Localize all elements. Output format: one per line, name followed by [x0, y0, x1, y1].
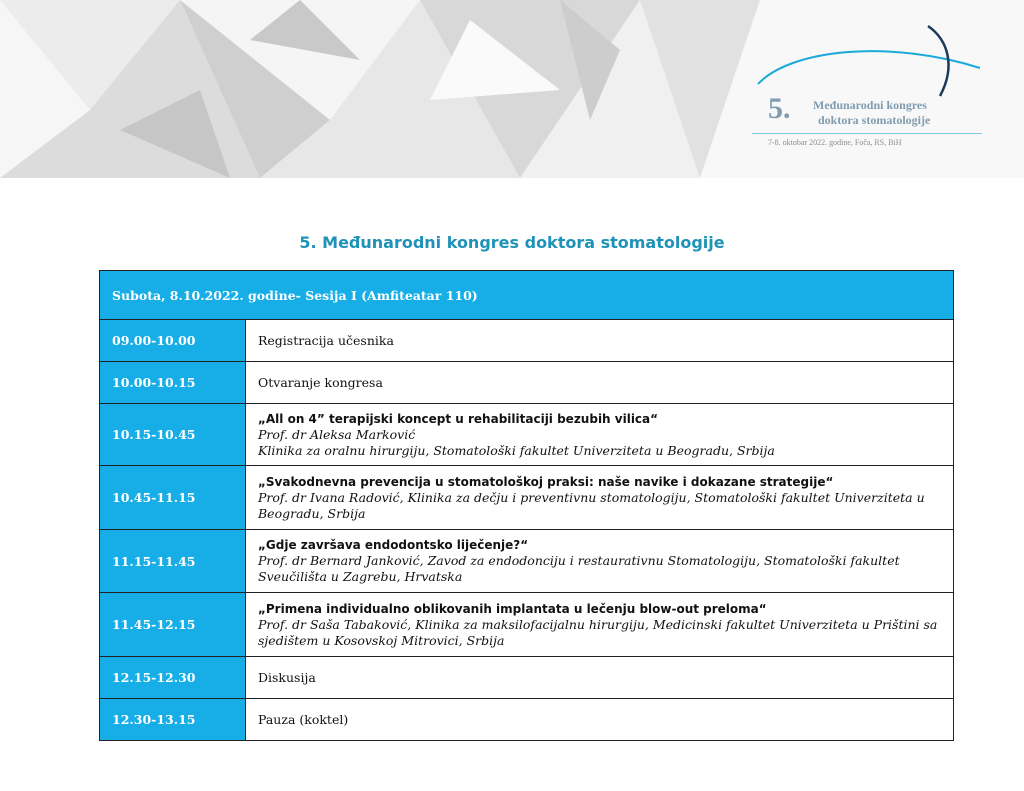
program-table: [99, 270, 954, 741]
item-title: Registracija učesnika: [258, 332, 394, 348]
header-banner: [0, 0, 1024, 178]
description-cell: [246, 404, 954, 466]
time-cell: 10.45-11.15: [100, 466, 246, 530]
session-header: Subota, 8.10.2022. godine- Sesija I (Amfiteatar 110): [100, 271, 954, 320]
time-cell: 12.15-12.30: [100, 657, 246, 699]
talk-title: „Gdje završava endodontsko liječenje?“: [258, 538, 529, 552]
talk-title: „Svakodnevna prevencija u stomatološkoj praksi: naše navike i dokazane strategije“: [258, 474, 834, 489]
time-cell: 12.30-13.15: [100, 699, 246, 741]
time-cell: 09.00-10.00: [100, 320, 246, 362]
congress-logo: [752, 20, 984, 160]
table-row: [100, 593, 954, 657]
time-cell: 11.45-12.15: [100, 593, 246, 657]
logo-divider: [752, 133, 982, 134]
time-cell: 10.15-10.45: [100, 404, 246, 466]
speaker-info: Prof. dr Aleksa Marković Klinika za oralnu hirurgiju, Stomatološki fakultet Univerziteta u Beogradu, Srbija: [258, 426, 775, 458]
item-title: Diskusija: [258, 669, 316, 685]
description-cell: [246, 530, 954, 593]
table-row: [100, 362, 954, 404]
logo-line-2: doktora stomatologije: [818, 113, 931, 127]
table-row: [100, 466, 954, 530]
item-title: Pauza (koktel): [258, 711, 349, 727]
document-title: 5. Međunarodni kongres doktora stomatologije: [299, 233, 725, 252]
description-cell: [246, 593, 954, 657]
description-cell: [246, 657, 954, 699]
speaker-info: Prof. dr Ivana Radović, Klinika za dečju i preventivnu stomatologiju, Stomatološki fakultet Univerziteta u Beogradu, Srbija: [258, 489, 925, 521]
table-row: [100, 530, 954, 593]
logo-number: 5.: [768, 92, 791, 125]
item-title: Otvaranje kongresa: [258, 374, 383, 390]
time-cell: 11.15-11.45: [100, 530, 246, 593]
time-cell: 10.00-10.15: [100, 362, 246, 404]
description-cell: [246, 699, 954, 741]
table-row: [100, 404, 954, 466]
session-header-row: [100, 271, 954, 320]
description-cell: [246, 362, 954, 404]
logo-line-1: Međunarodni kongres: [813, 98, 927, 112]
description-cell: [246, 466, 954, 530]
table-row: [100, 320, 954, 362]
table-row: [100, 657, 954, 699]
logo-subtitle: 7-8. oktobar 2022. godine, Foča, RS, BiH: [768, 138, 902, 147]
talk-title: „Primena individualno oblikovanih implantata u lečenju blow-out preloma“: [258, 601, 767, 616]
talk-title: „All on 4” terapijski koncept u rehabilitaciji bezubih vilica“: [258, 411, 659, 426]
description-cell: [246, 320, 954, 362]
speaker-info: Prof. dr Saša Tabaković, Klinika za maksilofacijalnu hirurgiju, Medicinski fakultet Univerziteta u Prištini sa sjedištem u Kosovskoj Mitrovici, Srbija: [258, 616, 938, 648]
speaker-info: Prof. dr Bernard Janković, Zavod za endodonciju i restaurativnu Stomatologiju, Stomatološki fakultet Sveučilišta u Zagrebu, Hrvatska: [258, 553, 900, 584]
table-row: [100, 699, 954, 741]
